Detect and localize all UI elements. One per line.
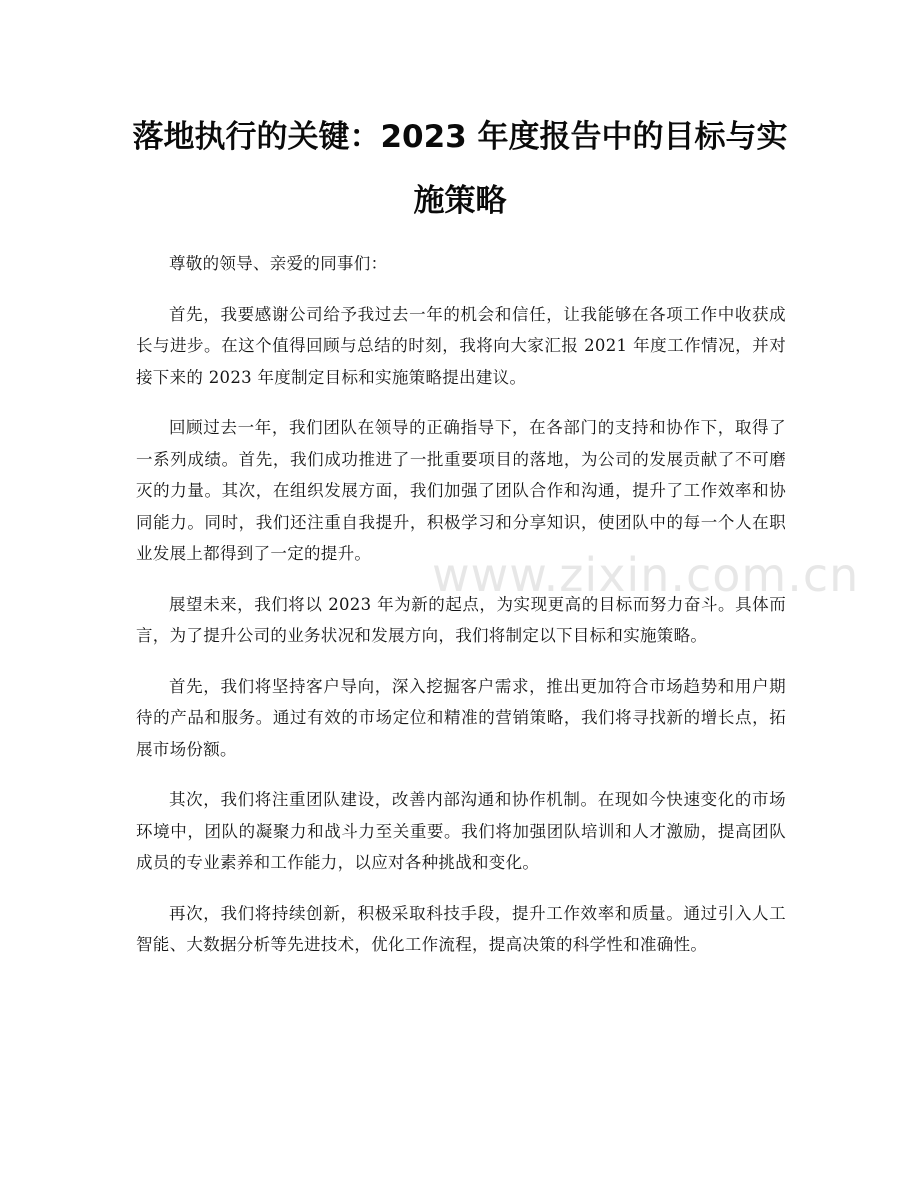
paragraph-outlook: 展望未来，我们将以 2023 年为新的起点，为实现更高的目标而努力奋斗。具体而言，为了提升公司的业务状况和发展方向，我们将制定以下目标和实施策略。 [136,594,786,645]
paragraph-review: 回顾过去一年，我们团队在领导的正确指导下，在各部门的支持和协作下，取得了一系列成绩。首先，我们成功推进了一批重要项目的落地，为公司的发展贡献了不可磨灭的力量。其次，在组织发展方面，我们加强了团队合作和沟通，提升了工作效率和协同能力。同时，我们还注重自我提升，积极学习和分享知识，使团队中的每一个人在职业发展上都得到了一定的提升。 [136,418,786,563]
paragraph-thanks: 首先，我要感谢公司给予我过去一年的机会和信任，让我能够在各项工作中收获成长与进步。在这个值得回顾与总结的时刻，我将向大家汇报 2021 年度工作情况，并对接下来的 2023 年度制定目标和实施策略提出建议。 [136,304,786,387]
greeting: 尊敬的领导、亲爱的同事们： [169,254,388,273]
paragraph-customer-strategy: 首先，我们将坚持客户导向，深入挖掘客户需求，推出更加符合市场趋势和用户期待的产品和服务。通过有效的市场定位和精准的营销策略，我们将寻找新的增长点，拓展市场份额。 [136,676,786,759]
watermark: www.zixin.com.cn [432,548,860,602]
document-body [136,248,786,980]
paragraph-team-strategy: 其次，我们将注重团队建设，改善内部沟通和协作机制。在现如今快速变化的市场环境中，团队的凝聚力和战斗力至关重要。我们将加强团队培训和人才激励，提高团队成员的专业素养和工作能力，以应对各种挑战和变化。 [136,790,786,872]
paragraph-innovation-strategy: 再次，我们将持续创新，积极采取科技手段，提升工作效率和质量。通过引入人工智能、大数据分析等先进技术，优化工作流程，提高决策的科学性和准确性。 [136,903,786,954]
document-title: 落地执行的关键：2023 年度报告中的目标与实施策略 [132,119,788,219]
